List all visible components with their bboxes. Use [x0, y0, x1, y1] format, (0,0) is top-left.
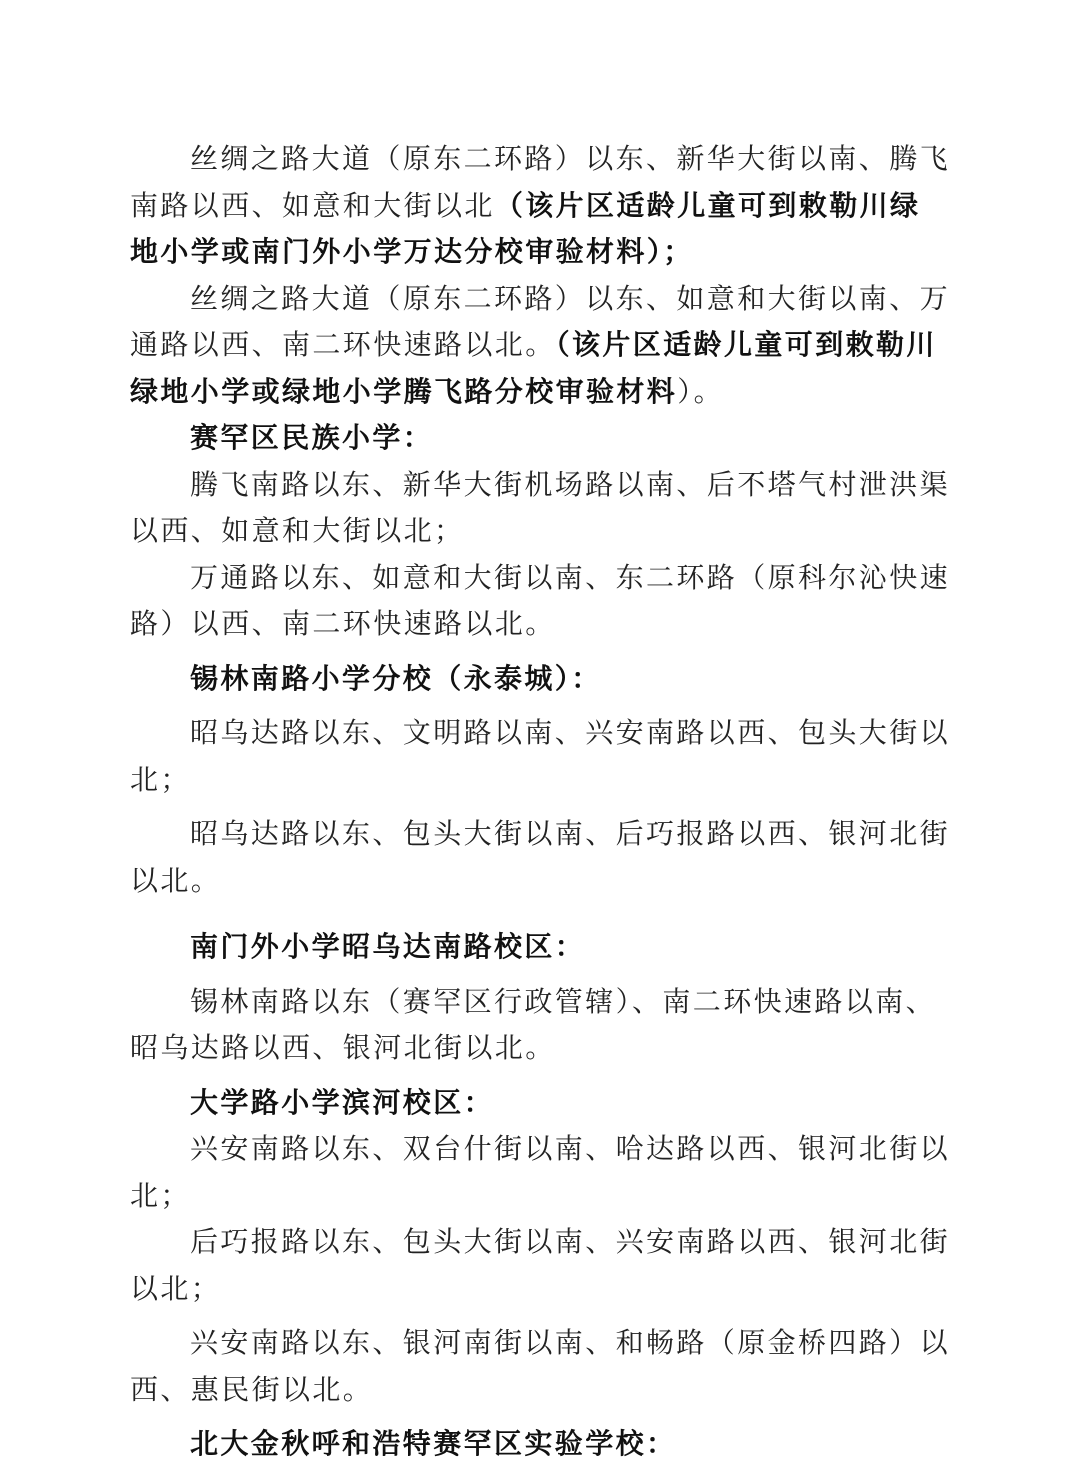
section-heading-daxuelu: 大学路小学滨河校区：: [190, 1085, 495, 1119]
document-body: [130, 136, 950, 1468]
paragraph-1-text: 丝绸之路大道（原东二环路）以东、新华大街以南、腾飞南路以西、如意和大街以北: [130, 142, 951, 222]
paragraph-1-note: （该片区适龄儿童可到敕勒川绿地小学或南门外小学万达分校审验材料）；: [130, 188, 921, 268]
section-item: 后巧报路以东、包头大街以南、兴安南路以西、银河北街以北；: [130, 1225, 951, 1305]
section-item: 昭乌达路以东、包头大街以南、后巧报路以西、银河北街以北。: [130, 817, 951, 897]
section-item: 兴安南路以东、银河南街以南、和畅路（原金桥四路）以西、惠民街以北。: [130, 1326, 951, 1406]
section-heading-nanmenwai: 南门外小学昭乌达南路校区：: [190, 930, 586, 963]
section-item: 昭乌达路以东、文明路以南、兴安南路以西、包头大街以北；: [130, 716, 951, 796]
paragraph-2-text: 丝绸之路大道（原东二环路）以东、如意和大街以南、万通路以西、南二环快速路以北。: [130, 281, 951, 361]
section-item: 兴安南路以东、双台什街以南、哈达路以西、银河北街以北；: [130, 1132, 951, 1212]
paragraph-2-tail: ）。: [677, 374, 725, 408]
paragraph-1: [130, 136, 950, 276]
section-item: 锡林南路以东（赛罕区行政管辖）、南二环快速路以南、昭乌达路以西、银河北街以北。: [130, 984, 937, 1064]
section-heading-xilin: 锡林南路小学分校（永泰城）：: [190, 661, 602, 695]
section-item: 万通路以东、如意和大街以南、东二环路（原科尔沁快速路）以西、南二环快速路以北。: [130, 560, 951, 640]
section-item: 腾飞南路以东、新华大街机场路以南、后不塔气村泄洪渠以西、如意和大街以北；: [130, 467, 951, 547]
section-heading-minzu: 赛罕区民族小学：: [190, 421, 434, 454]
section-heading-beida: 北大金秋呼和浩特赛罕区实验学校：: [190, 1427, 677, 1460]
paragraph-2: [130, 276, 950, 416]
paragraph-2-note: （该片区适龄儿童可到敕勒川绿地小学或绿地小学腾飞路分校审验材料: [130, 328, 937, 408]
